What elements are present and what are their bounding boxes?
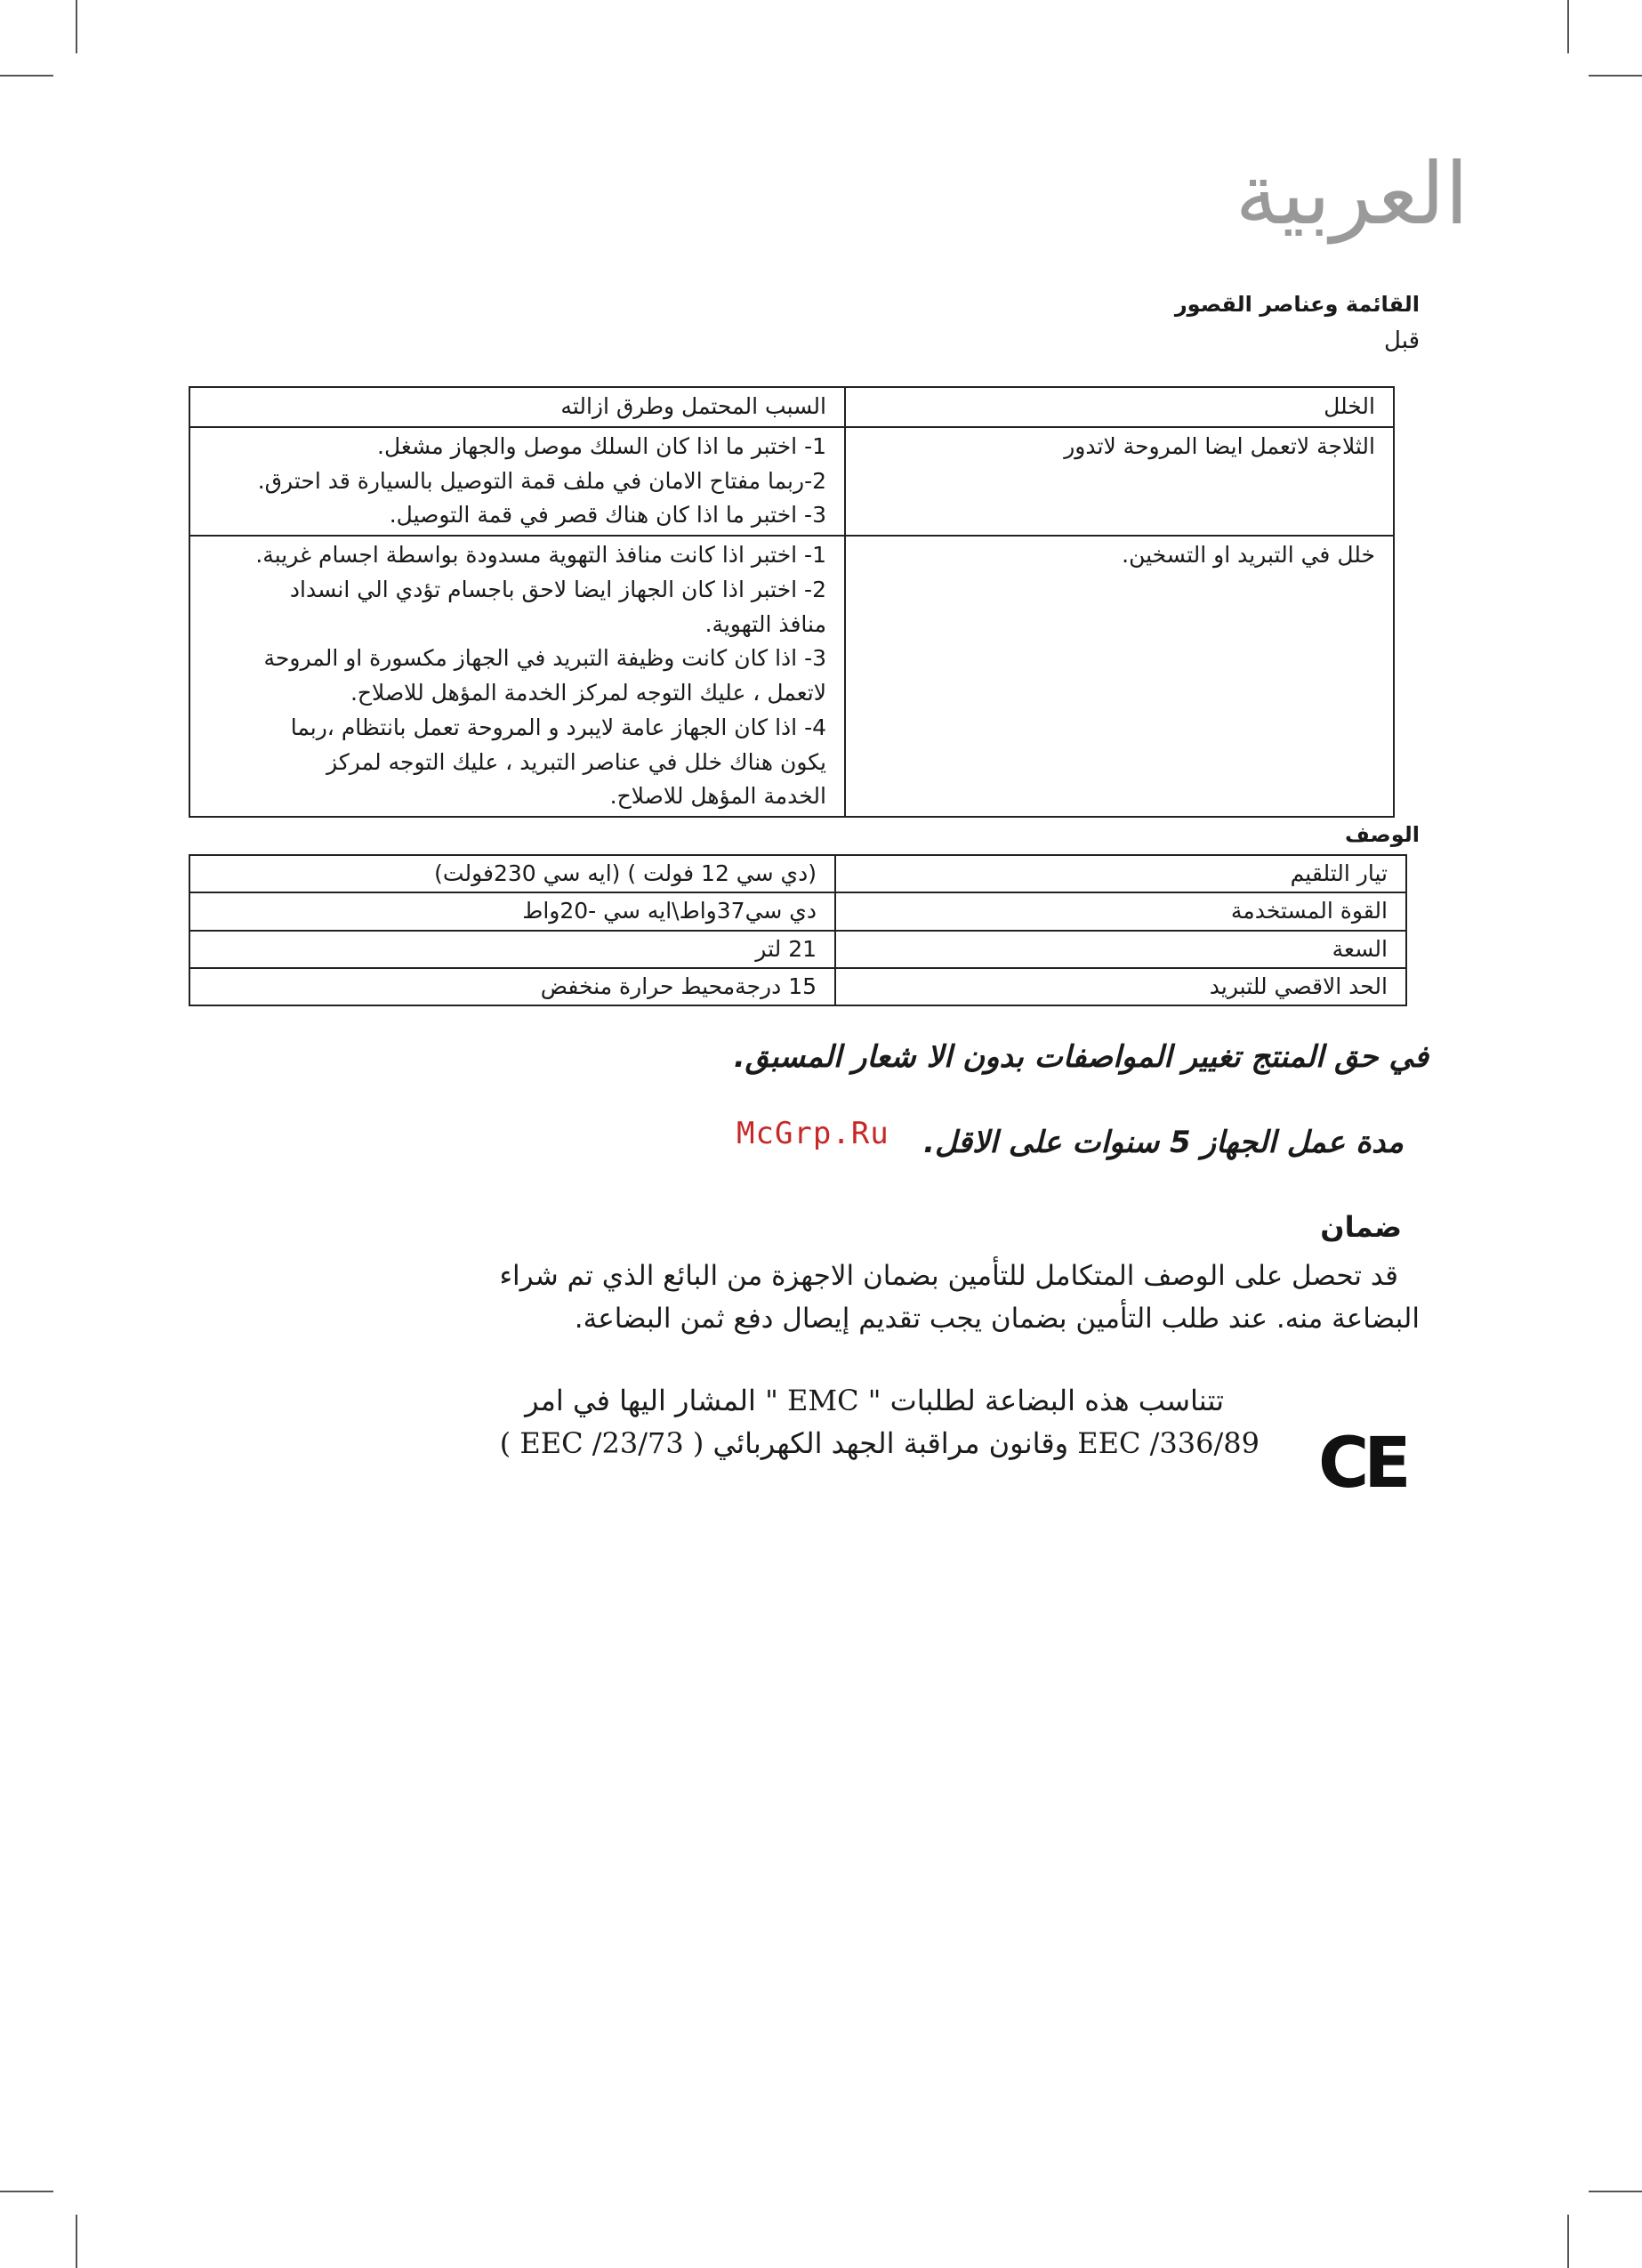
spec-value: 21 لتر <box>189 931 835 968</box>
cause-line: 3- اذا كان كانت وظيفة التبريد في الجهاز مكسورة او المروحة <box>263 645 826 672</box>
spec-value: (دي سي 12 فولت ) (ايه سي 230فولت) <box>189 855 835 892</box>
spec-value: 15 درجةمحيط حرارة منخفض <box>189 968 835 1005</box>
cause-line: 1- اختبر ما اذا كان السلك موصل والجهاز مشغل. <box>377 432 826 459</box>
table-row <box>189 855 1406 892</box>
crop-mark <box>1567 0 1569 53</box>
spec-label: الحد الاقصي للتبريد <box>835 968 1406 1005</box>
table-row <box>189 968 1406 1005</box>
fault-cell: الثلاجة لاتعمل ايضا المروحة لاتدور <box>845 427 1394 536</box>
guarantee-line: قد تحصل على الوصف المتكامل للتأمين بضمان الاجهزة من البائع الذي تم شراء <box>499 1260 1398 1292</box>
cause-line: منافذ التهوية. <box>704 610 826 637</box>
crop-mark <box>76 2215 77 2268</box>
cause-line: الخدمة المؤهل للاصلاح. <box>609 783 826 810</box>
specs-table <box>189 854 1407 1006</box>
table-row <box>189 931 1406 968</box>
spec-label: السعة <box>835 931 1406 968</box>
spec-label: تيار التلقيم <box>835 855 1406 892</box>
ce-mark: CE <box>1318 1424 1406 1504</box>
crop-mark <box>0 2191 53 2192</box>
troubleshooting-table <box>189 386 1395 818</box>
cause-line: 3- اختبر ما اذا كان هناك قصر في قمة التوصيل. <box>389 502 826 529</box>
table-row <box>189 536 1394 817</box>
troubleshooting-heading: القائمة وعناصر القصور <box>1174 292 1420 317</box>
cause-line: 2- اختبر اذا كان الجهاز ايضا لاحق باجسام تؤدي الي انسداد <box>289 576 826 602</box>
crop-mark <box>0 75 53 77</box>
fault-cell: خلل في التبريد او التسخين. <box>845 536 1394 817</box>
guarantee-body <box>441 1255 1420 1340</box>
cause-cell <box>189 427 845 536</box>
cause-line: 4- اذا كان الجهاز عامة لايبرد و المروحة تعمل بانتظام ،ربما <box>290 714 826 740</box>
cause-line: يكون هناك خلل في عناصر التبريد ، عليك التوجه لمركز <box>326 748 826 775</box>
spec-label: القوة المستخدمة <box>835 892 1406 930</box>
lifespan-text: مدة عمل الجهاز 5 سنوات على الاقل. <box>923 1125 1404 1160</box>
cause-header: السبب المحتمل وطرق ازالته <box>189 387 845 427</box>
table-row <box>189 427 1394 536</box>
page-title: العربية <box>1235 144 1469 244</box>
cause-line: 1- اختبر اذا كانت منافذ التهوية مسدودة بواسطة اجسام غريبة. <box>255 542 826 568</box>
crop-mark <box>1567 2215 1569 2268</box>
cause-line: 2-ربما مفتاح الامان في ملف قمة التوصيل بالسيارة قد احترق. <box>257 467 826 494</box>
table-row <box>189 892 1406 930</box>
guarantee-line: البضاعة منه. عند طلب التأمين بضمان يجب تقديم إيصال دفع ثمن البضاعة. <box>574 1303 1420 1336</box>
table-header-row <box>189 387 1394 427</box>
cause-line: لاتعمل ، عليك التوجه لمركز الخدمة المؤهل للاصلاح. <box>350 680 826 706</box>
fault-header: الخلل <box>845 387 1394 427</box>
specs-heading: الوصف <box>1344 822 1420 847</box>
crop-mark <box>76 0 77 53</box>
compliance-line: تتناسب هذه البضاعة لطلبات " EMC " المشار اليها في امر <box>525 1384 1224 1417</box>
troubleshooting-subheading: قبل <box>1384 327 1420 354</box>
crop-mark <box>1589 75 1642 77</box>
cause-cell <box>189 536 845 817</box>
crop-mark <box>1589 2191 1642 2192</box>
watermark: McGrp.Ru <box>736 1116 889 1151</box>
compliance-line: EEC /336/89 وقانون مراقبة الجهد الكهربائي ( EEC /23/73 ) <box>499 1426 1260 1460</box>
spec-value: دي سي37واط\ايه سي -20واط <box>189 892 835 930</box>
notice-text: في حق المنتج تغيير المواصفات بدون الا شعار المسبق. <box>733 1039 1429 1075</box>
compliance-text <box>370 1379 1260 1465</box>
guarantee-heading: ضمان <box>1320 1210 1402 1244</box>
